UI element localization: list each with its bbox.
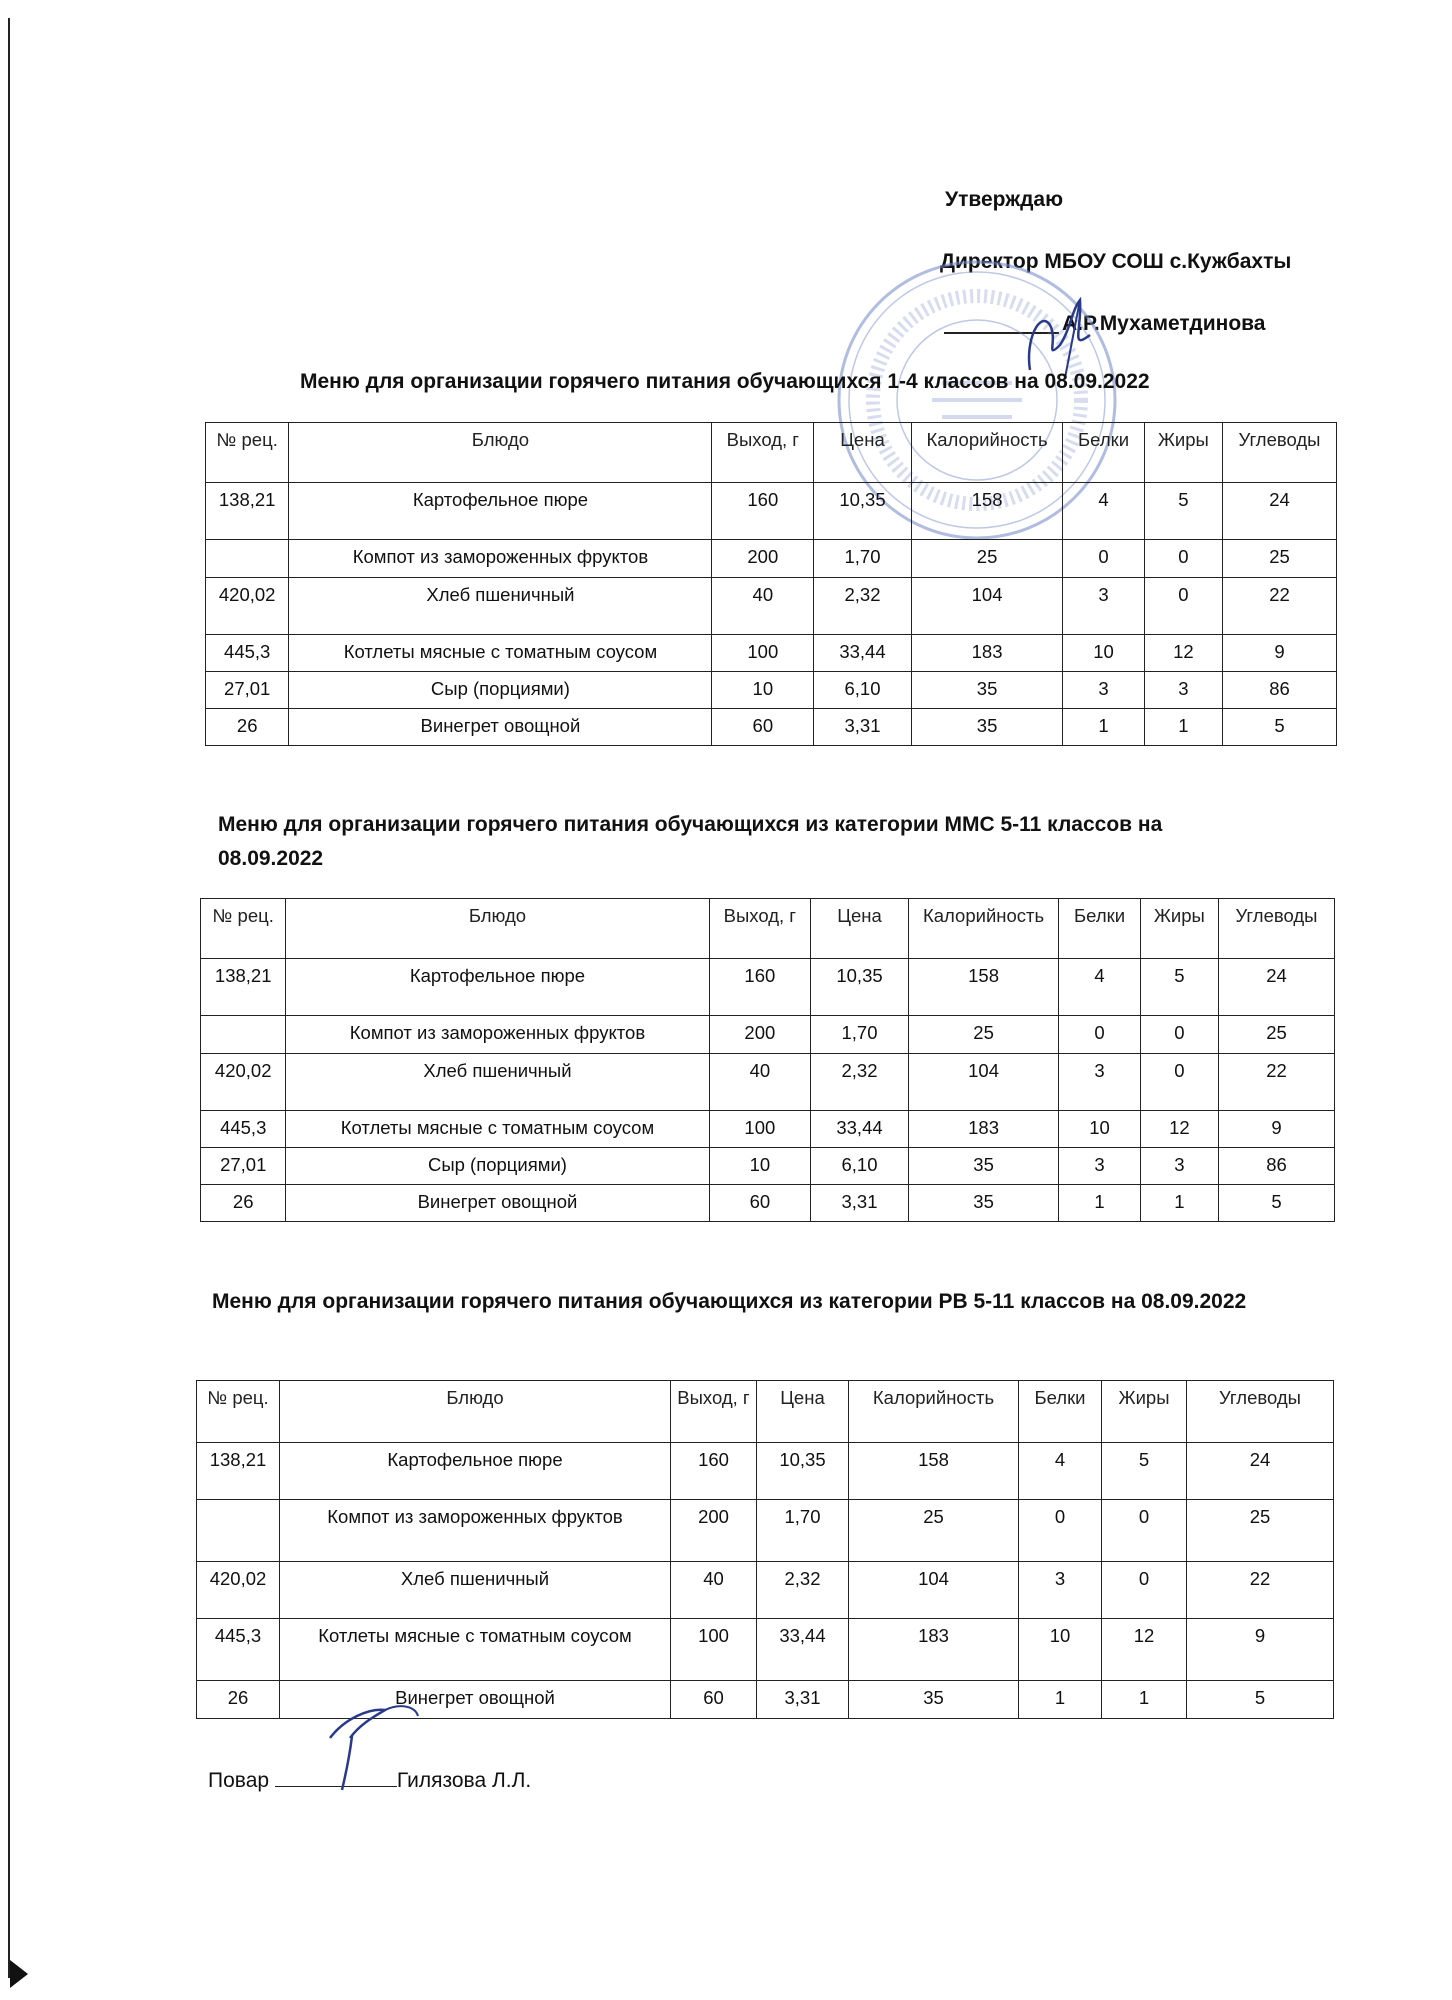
menu-2-table xyxy=(200,898,1335,1222)
menu-3-title: Меню для организации горячего питания обучающихся из категории РВ 5-11 классов на 08.09.2022 xyxy=(212,1290,1247,1313)
cell: 160 xyxy=(712,483,814,540)
col-header: Углеводы xyxy=(1219,899,1335,959)
cell: 35 xyxy=(911,709,1063,746)
cell: 445,3 xyxy=(201,1111,286,1148)
col-header: Белки xyxy=(1019,1381,1102,1443)
cell: 100 xyxy=(709,1111,811,1148)
cell: 26 xyxy=(206,709,289,746)
cell: 86 xyxy=(1219,1148,1335,1185)
col-header: Жиры xyxy=(1140,899,1218,959)
cell: 0 xyxy=(1059,1016,1140,1054)
col-header: Белки xyxy=(1063,423,1144,483)
cell xyxy=(197,1500,280,1562)
col-header: Блюдо xyxy=(280,1381,671,1443)
cell: 1 xyxy=(1059,1185,1140,1222)
cell: 10 xyxy=(1063,635,1144,672)
cell: 5 xyxy=(1187,1681,1334,1719)
cell: 200 xyxy=(712,540,814,578)
cell: 6,10 xyxy=(811,1148,909,1185)
col-header: Цена xyxy=(757,1381,849,1443)
cell: 10,35 xyxy=(757,1443,849,1500)
cell: 12 xyxy=(1140,1111,1218,1148)
cell: 5 xyxy=(1144,483,1222,540)
cell: 22 xyxy=(1219,1054,1335,1111)
cell: 27,01 xyxy=(201,1148,286,1185)
cell: 420,02 xyxy=(206,578,289,635)
cell: 445,3 xyxy=(197,1619,280,1681)
col-header: Блюдо xyxy=(286,899,709,959)
cell: 5 xyxy=(1219,1185,1335,1222)
cell: 3 xyxy=(1063,672,1144,709)
cell: 35 xyxy=(908,1148,1059,1185)
menu-2-title: Меню для организации горячего питания обучающихся из категории ММС 5-11 классов на 08.09.2022 xyxy=(218,813,1163,870)
cell: 25 xyxy=(1223,540,1337,578)
cell: 9 xyxy=(1223,635,1337,672)
cook-signature xyxy=(290,1698,425,1793)
cell: 420,02 xyxy=(201,1054,286,1111)
cell: 3 xyxy=(1144,672,1222,709)
table-row xyxy=(201,959,1335,1016)
cell: 6,10 xyxy=(814,672,912,709)
cell: 158 xyxy=(908,959,1059,1016)
menu-1-title: Меню для организации горячего питания обучающихся 1-4 классов на 08.09.2022 xyxy=(300,370,1150,393)
cell: 0 xyxy=(1102,1562,1187,1619)
cell: 183 xyxy=(849,1619,1019,1681)
cell: 25 xyxy=(1219,1016,1335,1054)
cell: Винегрет овощной xyxy=(286,1185,709,1222)
table-header-row xyxy=(201,899,1335,959)
cell: 24 xyxy=(1219,959,1335,1016)
cell: 200 xyxy=(709,1016,811,1054)
cell: 10 xyxy=(709,1148,811,1185)
cell: 10 xyxy=(712,672,814,709)
cell: 158 xyxy=(849,1443,1019,1500)
director-title: Директор МБОУ СОШ с.Кужбахты xyxy=(940,250,1292,273)
cell: Хлеб пшеничный xyxy=(280,1562,671,1619)
cell: 3 xyxy=(1059,1054,1140,1111)
table-row xyxy=(197,1500,1334,1562)
cell: 160 xyxy=(709,959,811,1016)
table-row xyxy=(206,672,1337,709)
director-name: А.Р.Мухаметдинова xyxy=(1062,312,1266,335)
cell xyxy=(206,540,289,578)
cell: 0 xyxy=(1140,1054,1218,1111)
cell: 3 xyxy=(1140,1148,1218,1185)
cell: 5 xyxy=(1102,1443,1187,1500)
cell: 0 xyxy=(1102,1500,1187,1562)
cell: 5 xyxy=(1223,709,1337,746)
cell: 104 xyxy=(849,1562,1019,1619)
col-header: Жиры xyxy=(1144,423,1222,483)
page-edge-line xyxy=(8,18,10,1978)
cell: 183 xyxy=(908,1111,1059,1148)
col-header: Жиры xyxy=(1102,1381,1187,1443)
table-row xyxy=(201,1111,1335,1148)
cell: 3,31 xyxy=(757,1681,849,1719)
cell: 200 xyxy=(671,1500,757,1562)
cell: 27,01 xyxy=(206,672,289,709)
table-row xyxy=(206,578,1337,635)
cell: 138,21 xyxy=(206,483,289,540)
cell: Винегрет овощной xyxy=(289,709,712,746)
cell: 9 xyxy=(1187,1619,1334,1681)
cell: 100 xyxy=(671,1619,757,1681)
menu-3-table xyxy=(196,1380,1334,1719)
cell: 1 xyxy=(1063,709,1144,746)
cell: 25 xyxy=(849,1500,1019,1562)
cell: Сыр (порциями) xyxy=(286,1148,709,1185)
table-row xyxy=(197,1619,1334,1681)
cell: 160 xyxy=(671,1443,757,1500)
table-row xyxy=(201,1185,1335,1222)
col-header: Белки xyxy=(1059,899,1140,959)
cell: 158 xyxy=(911,483,1063,540)
table-row xyxy=(206,635,1337,672)
col-header: Цена xyxy=(814,423,912,483)
cell: 3 xyxy=(1063,578,1144,635)
cell: 2,32 xyxy=(811,1054,909,1111)
cell: 0 xyxy=(1144,540,1222,578)
table-row xyxy=(206,540,1337,578)
cell: 1,70 xyxy=(814,540,912,578)
cell: 26 xyxy=(197,1681,280,1719)
table-row xyxy=(206,483,1337,540)
cell: 35 xyxy=(849,1681,1019,1719)
cell: 0 xyxy=(1019,1500,1102,1562)
table-row xyxy=(201,1148,1335,1185)
table-header-row xyxy=(206,423,1337,483)
table-header-row xyxy=(197,1381,1334,1443)
cell: 420,02 xyxy=(197,1562,280,1619)
cell: 183 xyxy=(911,635,1063,672)
cell: 40 xyxy=(712,578,814,635)
cell: 35 xyxy=(908,1185,1059,1222)
cell: 0 xyxy=(1063,540,1144,578)
col-header: Углеводы xyxy=(1223,423,1337,483)
cell: 25 xyxy=(911,540,1063,578)
cell: 5 xyxy=(1140,959,1218,1016)
cell: 138,21 xyxy=(197,1443,280,1500)
cell: Котлеты мясные с томатным соусом xyxy=(289,635,712,672)
cell: 3 xyxy=(1059,1148,1140,1185)
cell: 33,44 xyxy=(814,635,912,672)
cell: 12 xyxy=(1102,1619,1187,1681)
cell: 40 xyxy=(709,1054,811,1111)
cell: 3,31 xyxy=(814,709,912,746)
cell: Хлеб пшеничный xyxy=(286,1054,709,1111)
col-header: Калорийность xyxy=(849,1381,1019,1443)
col-header: Калорийность xyxy=(908,899,1059,959)
cell: 10 xyxy=(1059,1111,1140,1148)
cell: 3 xyxy=(1019,1562,1102,1619)
col-header: Выход, г xyxy=(671,1381,757,1443)
cell: 25 xyxy=(908,1016,1059,1054)
cell: Компот из замороженных фруктов xyxy=(286,1016,709,1054)
col-header: Углеводы xyxy=(1187,1381,1334,1443)
approve-heading: Утверждаю xyxy=(945,188,1064,211)
cell: 445,3 xyxy=(206,635,289,672)
cell: 60 xyxy=(712,709,814,746)
cell: 1 xyxy=(1102,1681,1187,1719)
cell: 1 xyxy=(1140,1185,1218,1222)
cell: 104 xyxy=(908,1054,1059,1111)
cell: 0 xyxy=(1140,1016,1218,1054)
corner-mark xyxy=(10,1960,28,1988)
cell: 25 xyxy=(1187,1500,1334,1562)
col-header: № рец. xyxy=(197,1381,280,1443)
col-header: Калорийность xyxy=(911,423,1063,483)
cell: 35 xyxy=(911,672,1063,709)
col-header: № рец. xyxy=(201,899,286,959)
col-header: Блюдо xyxy=(289,423,712,483)
cell: Картофельное пюре xyxy=(289,483,712,540)
col-header: № рец. xyxy=(206,423,289,483)
cell: 33,44 xyxy=(757,1619,849,1681)
cell: 24 xyxy=(1223,483,1337,540)
cell: 2,32 xyxy=(757,1562,849,1619)
cook-label: Повар xyxy=(208,1769,270,1792)
cell: 10,35 xyxy=(811,959,909,1016)
cell: Винегрет овощной xyxy=(280,1681,671,1719)
cell: Компот из замороженных фруктов xyxy=(289,540,712,578)
col-header: Выход, г xyxy=(712,423,814,483)
cell: 1 xyxy=(1019,1681,1102,1719)
cell: Картофельное пюре xyxy=(280,1443,671,1500)
cell: 4 xyxy=(1059,959,1140,1016)
cell: Котлеты мясные с томатным соусом xyxy=(286,1111,709,1148)
cell: 24 xyxy=(1187,1443,1334,1500)
cell xyxy=(201,1016,286,1054)
cell: 2,32 xyxy=(814,578,912,635)
cell: 1 xyxy=(1144,709,1222,746)
cell: 26 xyxy=(201,1185,286,1222)
table-row xyxy=(201,1054,1335,1111)
cell: 4 xyxy=(1063,483,1144,540)
cell: 0 xyxy=(1144,578,1222,635)
cell: 60 xyxy=(671,1681,757,1719)
cell: 1,70 xyxy=(811,1016,909,1054)
table-row xyxy=(206,709,1337,746)
cell: 3,31 xyxy=(811,1185,909,1222)
cell: Компот из замороженных фруктов xyxy=(280,1500,671,1562)
table-row xyxy=(197,1443,1334,1500)
cook-name: Гилязова Л.Л. xyxy=(396,1769,532,1792)
menu-1-table xyxy=(205,422,1337,746)
cell: 138,21 xyxy=(201,959,286,1016)
table-row xyxy=(201,1016,1335,1054)
cell: Сыр (порциями) xyxy=(289,672,712,709)
cell: Картофельное пюре xyxy=(286,959,709,1016)
cell: 104 xyxy=(911,578,1063,635)
col-header: Цена xyxy=(811,899,909,959)
cell: 33,44 xyxy=(811,1111,909,1148)
cell: Котлеты мясные с томатным соусом xyxy=(280,1619,671,1681)
cell: 100 xyxy=(712,635,814,672)
cell: 10 xyxy=(1019,1619,1102,1681)
cell: 10,35 xyxy=(814,483,912,540)
cell: 12 xyxy=(1144,635,1222,672)
cell: Хлеб пшеничный xyxy=(289,578,712,635)
table-row xyxy=(197,1562,1334,1619)
cell: 22 xyxy=(1223,578,1337,635)
cell: 9 xyxy=(1219,1111,1335,1148)
cell: 86 xyxy=(1223,672,1337,709)
cell: 60 xyxy=(709,1185,811,1222)
cell: 4 xyxy=(1019,1443,1102,1500)
cell: 1,70 xyxy=(757,1500,849,1562)
col-header: Выход, г xyxy=(709,899,811,959)
cell: 22 xyxy=(1187,1562,1334,1619)
cell: 40 xyxy=(671,1562,757,1619)
